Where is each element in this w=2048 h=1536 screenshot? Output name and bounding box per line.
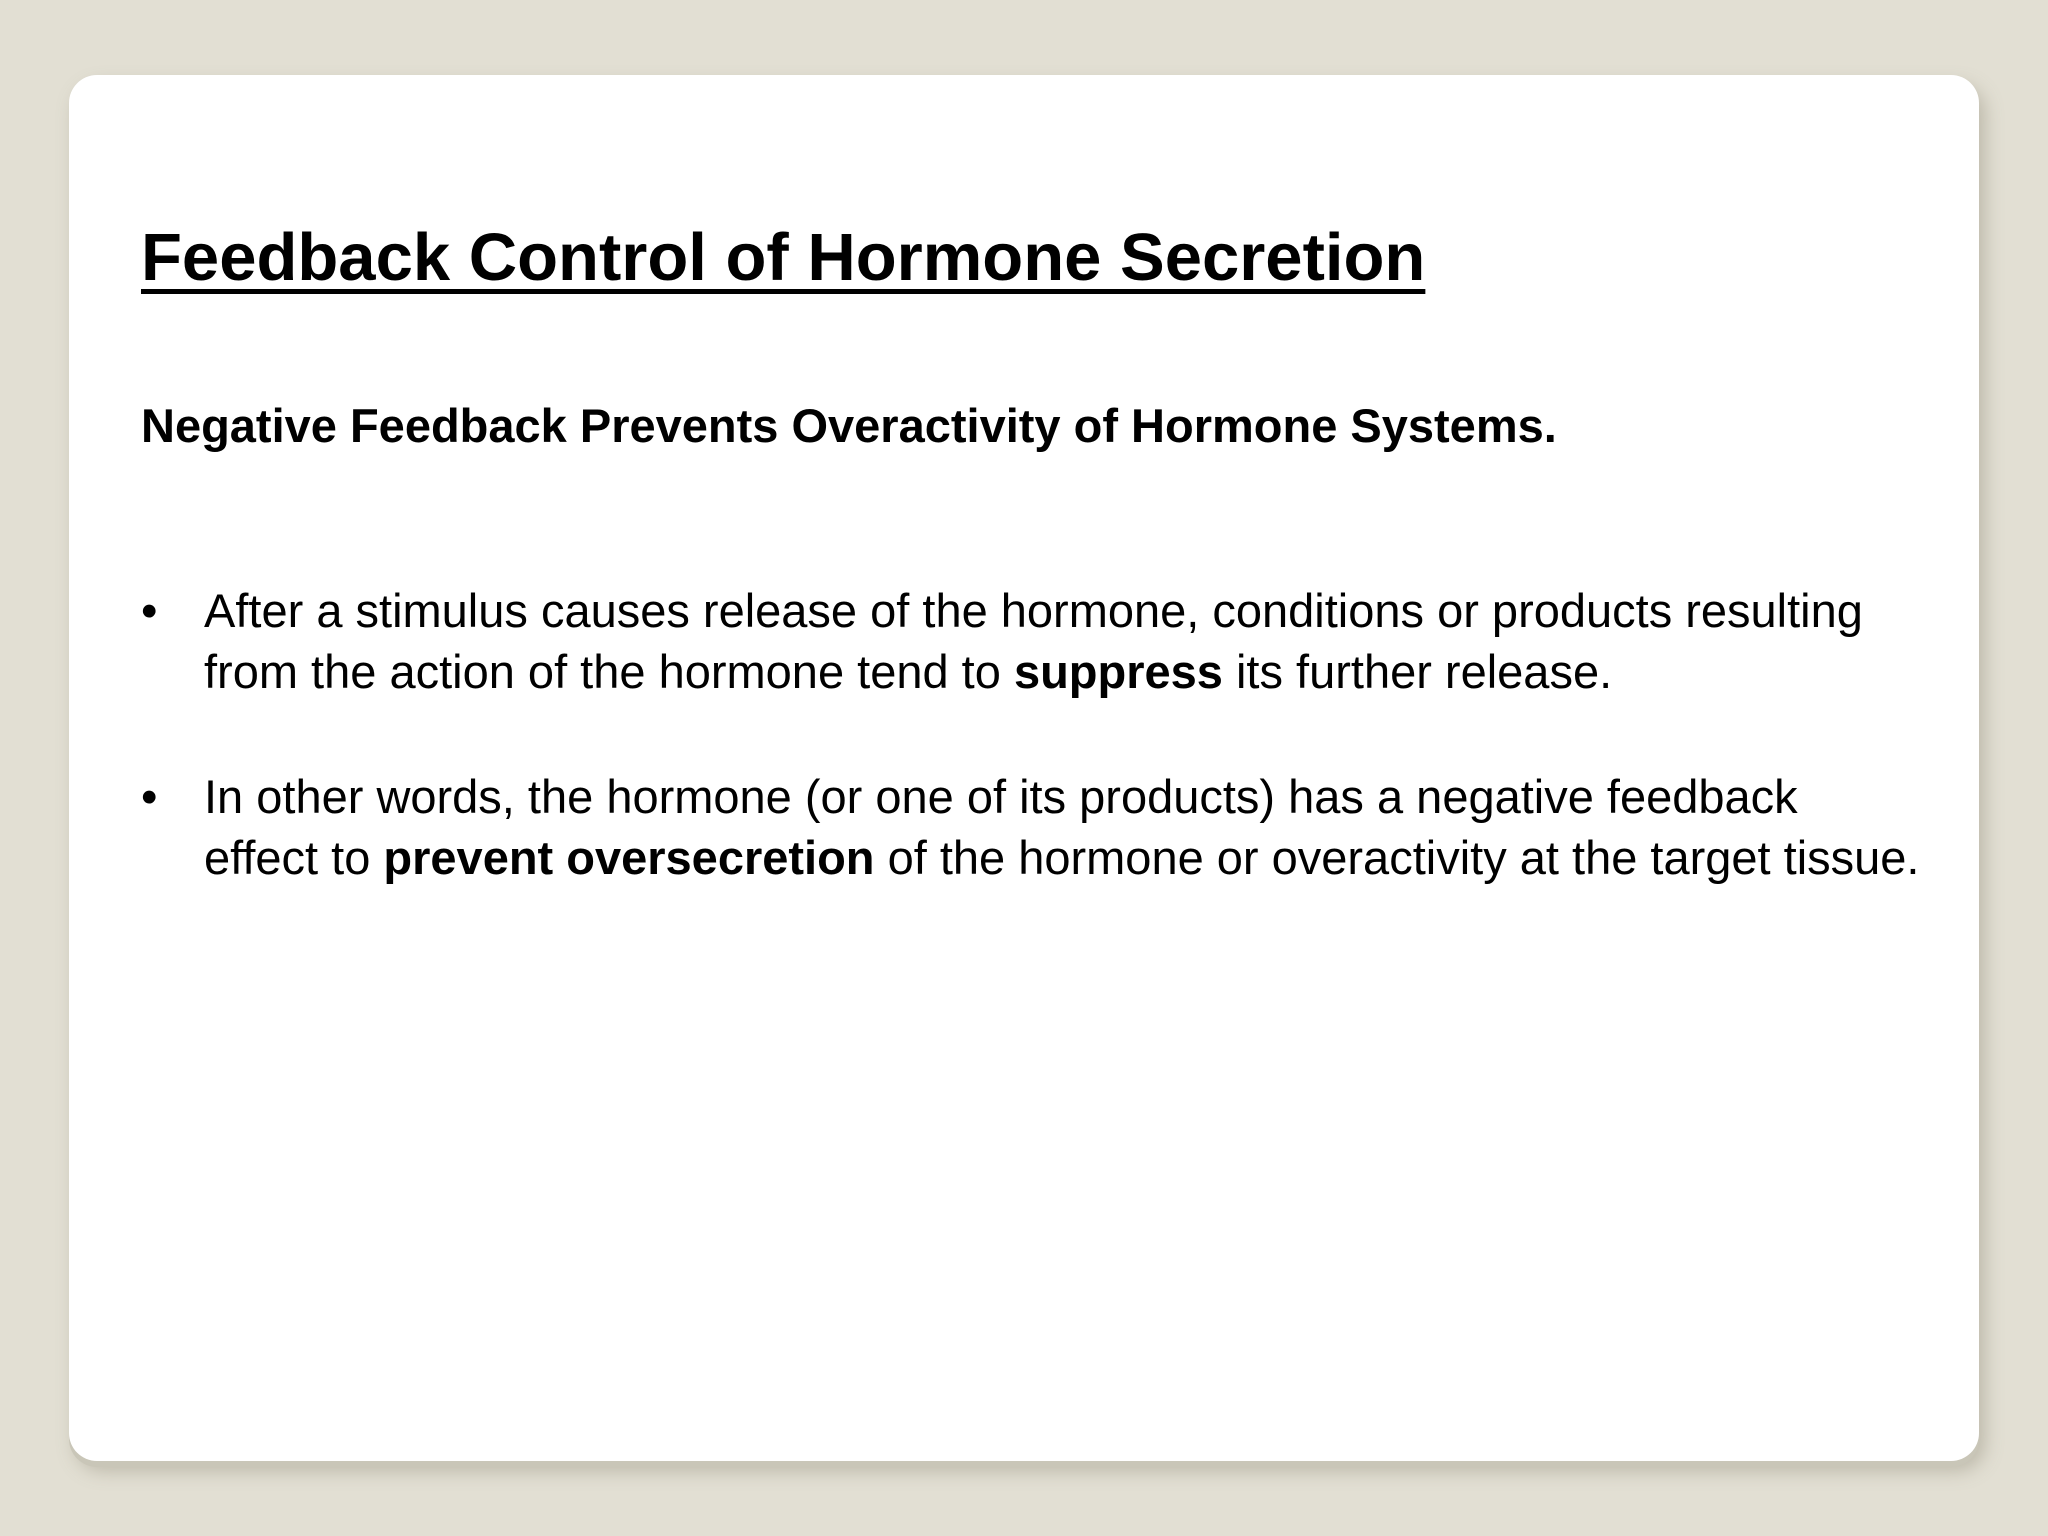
bullet-item — [141, 580, 1921, 702]
bullet-text-part: its further release. — [1222, 645, 1613, 698]
bullet-emphasis: suppress — [1013, 645, 1223, 698]
bullet-list — [141, 580, 1921, 952]
bullet-glyph: • — [141, 770, 158, 823]
bullet-emphasis: prevent oversecretion — [383, 831, 875, 884]
bullet-text-part: of the hormone or overactivity at the target tissue. — [874, 831, 1920, 884]
slide-title: Feedback Control of Hormone Secretion — [141, 220, 1426, 295]
bullet-text-part: After a stimulus causes release of the hormone, conditions or products resulting from the action of the hormone tend to — [204, 584, 1863, 698]
bullet-text-part: In other words, the hormone (or one of its products) has a negative feedback effect to — [204, 770, 1798, 884]
bullet-text — [204, 770, 1920, 884]
bullet-glyph: • — [141, 584, 158, 637]
bullet-text — [204, 584, 1863, 698]
slide-subtitle: Negative Feedback Prevents Overactivity of Hormone Systems. — [141, 399, 1557, 452]
bullet-item — [141, 766, 1921, 888]
